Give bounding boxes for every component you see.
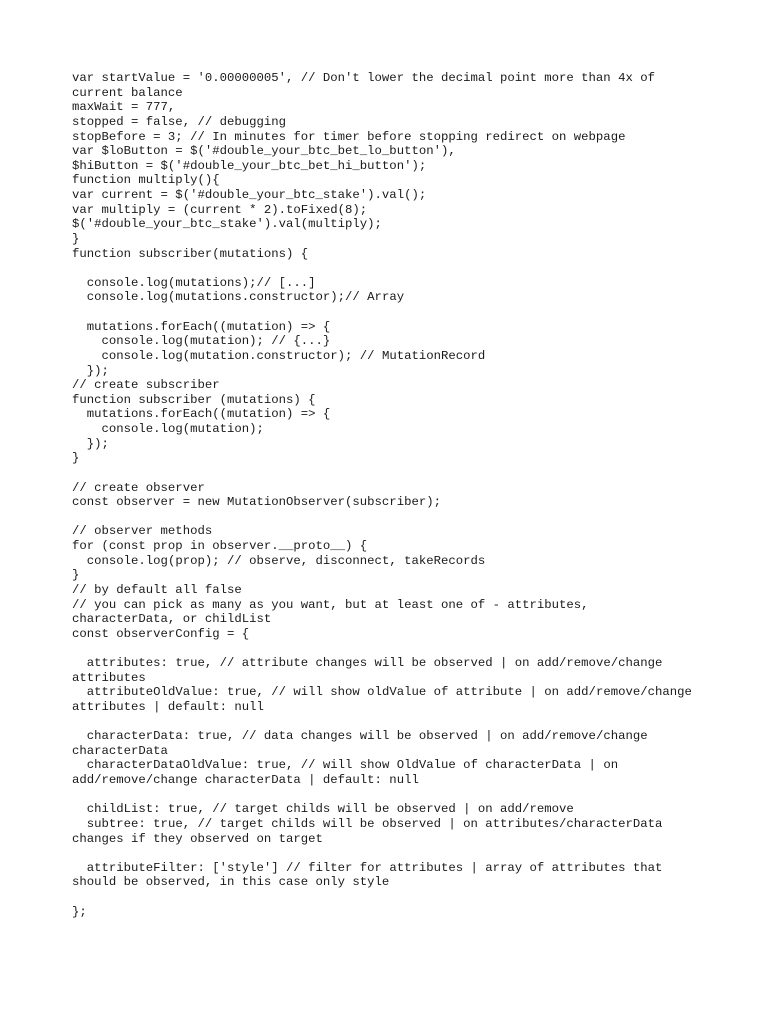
code-listing: var startValue = '0.00000005', // Don't lower the decimal point more than 4x of current balance maxWait = 777, stopped = false, // debugging stopBefore = 3; // In minutes for timer before stopping redirect on webpage var $loButton = $('#double_your_btc_bet_lo_button'), $hiButton = $('#double_your_btc_bet_hi_button'); function multiply(){ var current = $('#double_your_btc_stake').val(); var multiply = (current * 2).toFixed(8); $('#double_your_btc_stake').val(multiply); } function subscriber(mutations) { console.log(mutations);// [...] console.log(mutations.constructor);// Array mutations.forEach((mutation) => { console.log(mutation); // {...} console.log(mutation.constructor); // MutationRecord }); // create subscriber function subscriber (mutations) { mutations.forEach((mutation) => { console.log(mutation); }); } // create observer const observer = new MutationObserver(subscriber); // observer methods for (const prop in observer.__proto__) { console.log(prop); // observe, disconnect, takeRecords } // by default all false // you can pick as many as you want, but at least one of - attributes, characterData, or childList const observerConfig = { attributes: true, // attribute changes will be observed | on add/remove/change attributes attributeOldValue: true, // will show oldValue of attribute | on add/remove/change attributes | default: null characterData: true, // data changes will be observed | on add/remove/change characterData characterDataOldValue: true, // will show OldValue of characterData | on add/remove/change characterData | default: null childList: true, // target childs will be observed | on add/remove subtree: true, // target childs will be observed | on attributes/characterData changes if they observed on target attributeFilter: ['style'] // filter for attributes | array of attributes that should be observed, in this case only style }; bbox=[72, 71, 692, 919]
